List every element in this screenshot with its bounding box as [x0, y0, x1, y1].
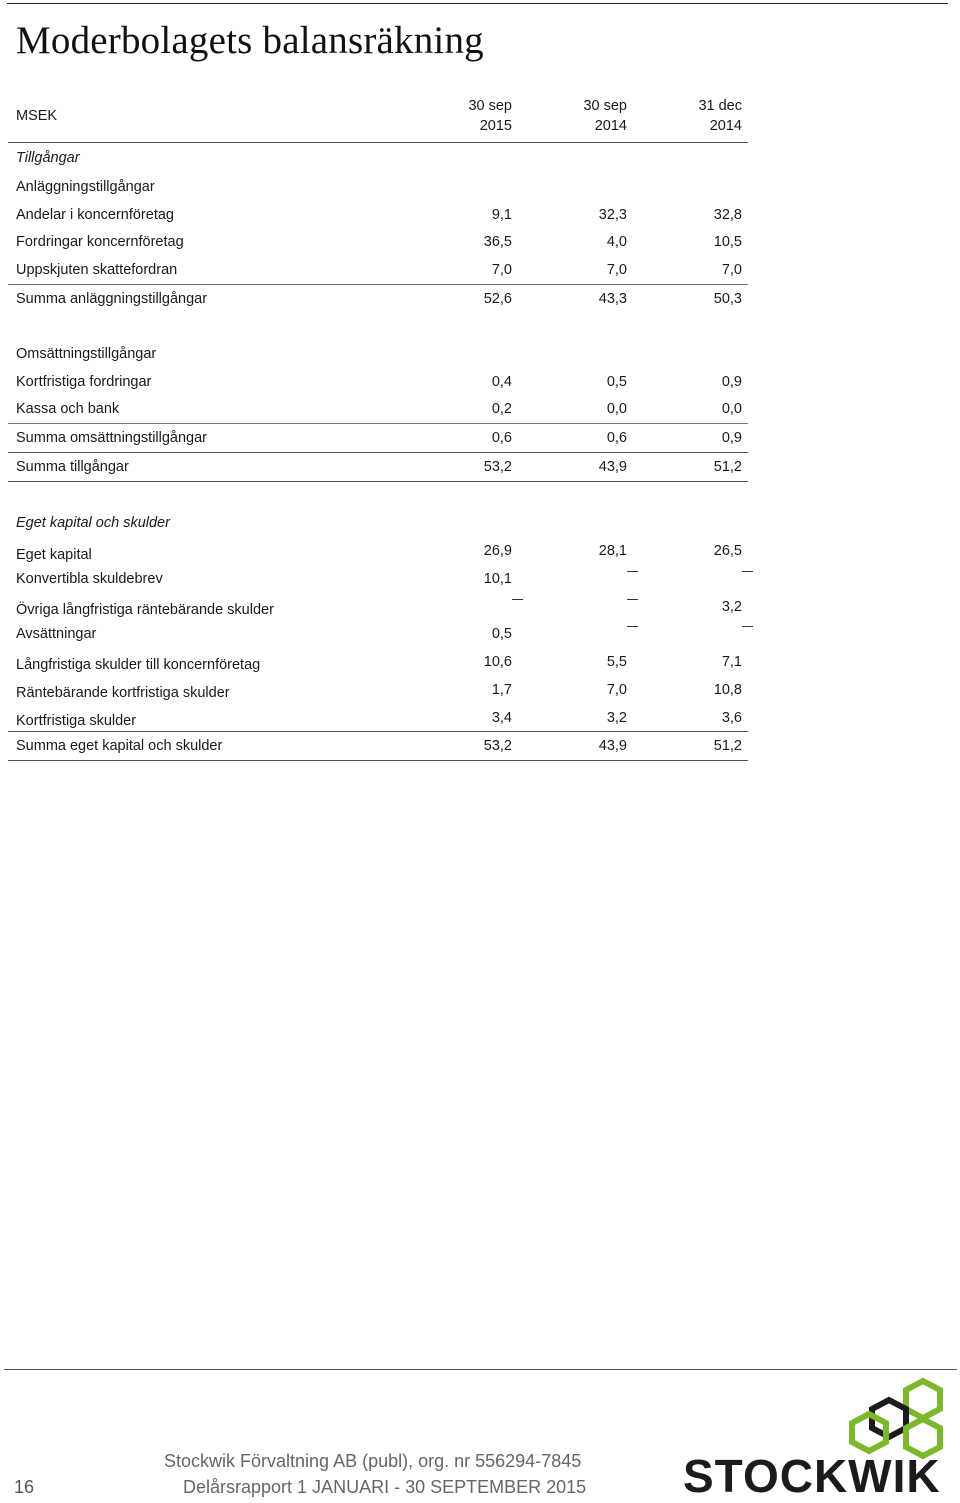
- value-col3: 3,2: [721, 599, 742, 615]
- value-col3: 51,2: [713, 459, 742, 475]
- col3-line1: 31 dec: [698, 98, 742, 114]
- value-col1: 36,5: [483, 234, 512, 250]
- value-col1: 1,7: [491, 682, 512, 698]
- col1-line2: 2015: [479, 118, 512, 134]
- hexagon-cluster-icon: [852, 1381, 940, 1456]
- table-row: [8, 654, 748, 680]
- value-col1: 7,0: [491, 262, 512, 278]
- value-col1: 10,1: [483, 571, 512, 587]
- col2-line1: 30 sep: [583, 98, 627, 114]
- row-label: Eget kapital och skulder: [16, 515, 170, 531]
- table-row: [8, 682, 748, 708]
- value-col3: 0,0: [721, 401, 742, 417]
- row-label: Uppskjuten skattefordran: [16, 262, 178, 278]
- value-col3: 0,9: [721, 374, 742, 390]
- subsection-heading-current-assets: [8, 346, 748, 372]
- value-col3: 51,2: [713, 738, 742, 754]
- row-label: Summa eget kapital och skulder: [16, 738, 223, 754]
- value-col3: 3,6: [721, 710, 742, 726]
- value-col2: 0,5: [606, 374, 627, 390]
- row-rule: [8, 452, 748, 453]
- value-col2: 0,6: [606, 430, 627, 446]
- header-rule: [8, 142, 748, 143]
- value-col1: 26,9: [483, 543, 512, 559]
- row-label: Kortfristiga fordringar: [16, 374, 152, 390]
- value-col3: 26,5: [713, 543, 742, 559]
- section-heading-equity-liabilities: [8, 515, 748, 541]
- col1-line1: 30 sep: [468, 98, 512, 114]
- row-label: Andelar i koncernföretag: [16, 207, 174, 223]
- value-col1: 9,1: [491, 207, 512, 223]
- table-row: [8, 543, 748, 569]
- value-col1: 3,4: [491, 710, 512, 726]
- row-label: Tillgångar: [16, 150, 80, 166]
- page-number: 16: [14, 1477, 35, 1497]
- value-col2: 28,1: [598, 543, 627, 559]
- row-label: Övriga långfristiga räntebärande skulder: [16, 602, 274, 618]
- table-header: [8, 96, 748, 142]
- col3-line2: 2014: [709, 118, 742, 134]
- table-row: [8, 374, 748, 400]
- row-label: Kassa och bank: [16, 401, 120, 417]
- page-title: Moderbolagets balansräkning: [16, 19, 484, 62]
- section-heading-assets: [8, 150, 748, 176]
- row-label: Avsättningar: [16, 626, 97, 642]
- table-row: [8, 626, 748, 652]
- value-col1: 53,2: [483, 459, 512, 475]
- table-row: [8, 234, 748, 260]
- value-col2: 3,2: [606, 710, 627, 726]
- value-col2: 32,3: [598, 207, 627, 223]
- value-col3: 7,1: [721, 654, 742, 670]
- subsection-heading-fixed-assets: [8, 179, 748, 205]
- value-col2: 5,5: [606, 654, 627, 670]
- row-rule: [8, 284, 748, 285]
- value-col2: 43,9: [598, 459, 627, 475]
- table-row: [8, 710, 748, 736]
- row-label: Omsättningstillgångar: [16, 346, 157, 362]
- row-label: Kortfristiga skulder: [16, 713, 137, 729]
- top-rule: [7, 3, 948, 4]
- table-row: [8, 207, 748, 233]
- row-label: Anläggningstillgångar: [16, 179, 155, 195]
- row-rule: [8, 481, 748, 482]
- row-rule: [8, 760, 748, 761]
- value-col1: 0,6: [491, 430, 512, 446]
- value-col3: 10,8: [713, 682, 742, 698]
- logo-wordmark: STOCKWIK: [683, 1450, 941, 1502]
- table-row: [8, 599, 748, 625]
- value-col1: 53,2: [483, 738, 512, 754]
- row-label: Summa anläggningstillgångar: [16, 291, 208, 307]
- value-col2: 4,0: [606, 234, 627, 250]
- value-col1: 10,6: [483, 654, 512, 670]
- value-col3: 10,5: [713, 234, 742, 250]
- value-col2: 7,0: [606, 682, 627, 698]
- footer-company-line: Stockwik Förvaltning AB (publ), org. nr 556294-7845: [164, 1451, 582, 1471]
- col2-line2: 2014: [594, 118, 627, 134]
- value-col1: 52,6: [483, 291, 512, 307]
- row-label: Räntebärande kortfristiga skulder: [16, 685, 230, 701]
- value-col3: 32,8: [713, 207, 742, 223]
- value-col1: 0,4: [491, 374, 512, 390]
- footer-rule: [4, 1369, 957, 1370]
- row-label: Summa tillgångar: [16, 459, 129, 475]
- value-col2: 0,0: [606, 401, 627, 417]
- value-col1: 0,2: [491, 401, 512, 417]
- value-col2: 43,3: [598, 291, 627, 307]
- row-label: Konvertibla skuldebrev: [16, 571, 163, 587]
- value-col3: 7,0: [721, 262, 742, 278]
- row-rule: [8, 423, 748, 424]
- row-label: Fordringar koncernföretag: [16, 234, 184, 250]
- value-col1: 0,5: [491, 626, 512, 642]
- value-col2: 43,9: [598, 738, 627, 754]
- row-label: Eget kapital: [16, 547, 92, 563]
- row-label: Summa omsättningstillgångar: [16, 430, 208, 446]
- value-col3: 0,9: [721, 430, 742, 446]
- unit-label: MSEK: [16, 108, 58, 124]
- footer-report-line: Delårsrapport 1 JANUARI - 30 SEPTEMBER 2015: [183, 1477, 587, 1497]
- value-col2: 7,0: [606, 262, 627, 278]
- subtotal-row: [8, 291, 748, 317]
- row-label: Långfristiga skulder till koncernföretag: [16, 657, 261, 673]
- row-rule: [8, 731, 748, 732]
- value-col3: 50,3: [713, 291, 742, 307]
- table-row: [8, 571, 748, 597]
